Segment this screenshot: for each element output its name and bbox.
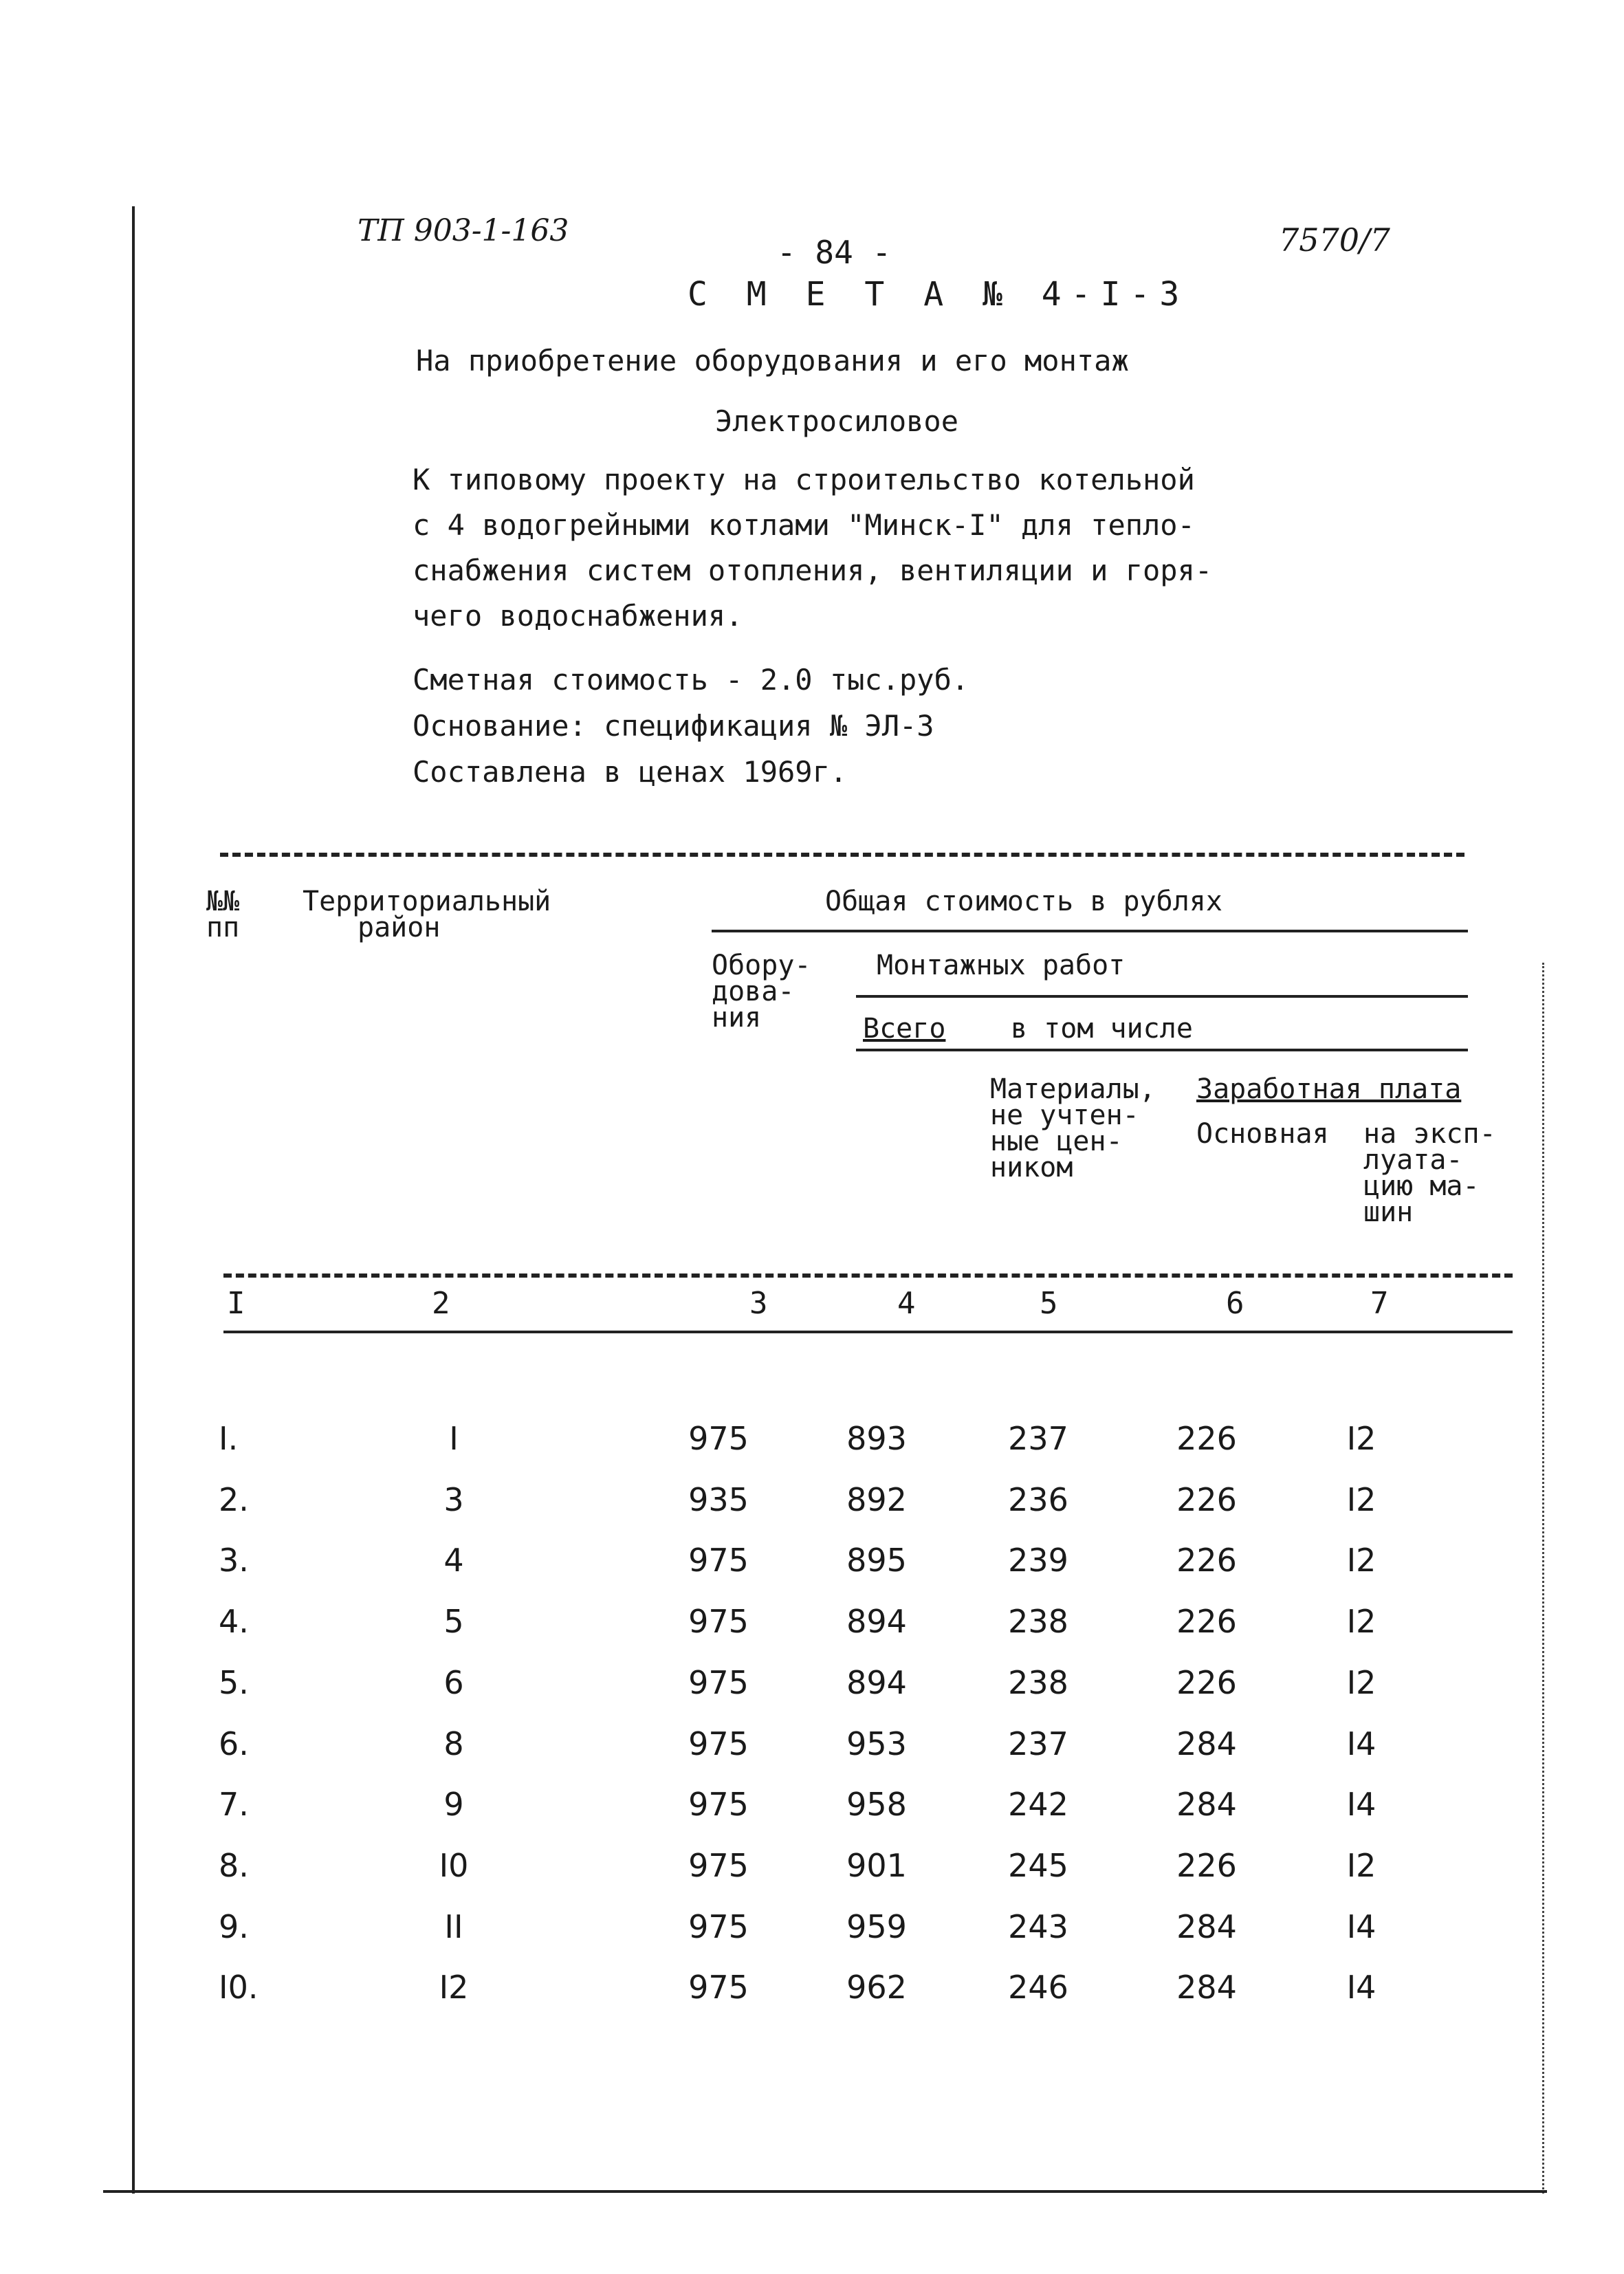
row-region: 4	[443, 1542, 464, 1579]
colnum-7: 7	[1370, 1286, 1389, 1321]
row-num: 6.	[219, 1725, 249, 1762]
header-materials: Материалы, не учтен- ные цен- ником	[990, 1073, 1156, 1183]
row-materials: 239	[1008, 1542, 1068, 1579]
header-installation: Монтажных работ	[877, 950, 1126, 981]
subtitle-purpose: На приобретение оборудования и его монтаж	[416, 344, 1129, 378]
row-materials: 236	[1008, 1481, 1068, 1518]
colnum-1: I	[227, 1286, 245, 1321]
description-line: чего водоснабжения.	[413, 599, 743, 633]
colnum-4: 4	[897, 1286, 916, 1321]
row-region: II	[444, 1908, 463, 1945]
header-total-cost: Общая стоимость в рублях	[825, 886, 1222, 917]
row-materials: 238	[1008, 1664, 1068, 1701]
row-materials: 237	[1008, 1725, 1068, 1762]
colnum-6: 6	[1226, 1286, 1244, 1321]
row-region: 9	[443, 1786, 464, 1823]
row-total: 895	[846, 1542, 907, 1579]
colnum-3: 3	[749, 1286, 768, 1321]
header-total: Всего	[863, 1013, 946, 1045]
left-margin-line	[132, 206, 135, 2194]
row-region: 8	[443, 1725, 464, 1762]
header-wages: Заработная плата	[1196, 1073, 1462, 1105]
row-wages-basic: 226	[1176, 1603, 1237, 1640]
header-region: Территориальный район	[303, 886, 551, 943]
row-region: 3	[443, 1481, 464, 1518]
colnum-2: 2	[432, 1286, 450, 1321]
header-wages-basic: Основная	[1196, 1118, 1329, 1150]
row-wages-machines: I4	[1346, 1969, 1376, 2006]
row-wages-basic: 284	[1176, 1908, 1237, 1945]
subtitle-section: Электросиловое	[715, 404, 959, 438]
row-region: I0	[439, 1847, 469, 1884]
table-header-rule	[223, 1273, 1513, 1278]
estimated-cost: Сметная стоимость - 2.0 тыс.руб.	[413, 663, 969, 697]
row-equipment: 975	[688, 1908, 749, 1945]
row-wages-basic: 226	[1176, 1420, 1237, 1457]
row-equipment: 975	[688, 1542, 749, 1579]
bottom-frame-line	[103, 2190, 1547, 2193]
estimate-meta	[413, 657, 969, 795]
row-wages-basic: 226	[1176, 1664, 1237, 1701]
row-total: 962	[846, 1969, 907, 2006]
row-wages-machines: I4	[1346, 1786, 1376, 1823]
row-equipment: 975	[688, 1664, 749, 1701]
table-top-rule	[220, 853, 1464, 857]
row-num: 2.	[219, 1481, 249, 1518]
row-total: 893	[846, 1420, 907, 1457]
rule-under-including	[856, 1049, 1468, 1051]
basis: Основание: спецификация № ЭЛ-3	[413, 709, 934, 743]
rule-under-total-cost	[712, 930, 1468, 932]
row-wages-machines: I4	[1346, 1908, 1376, 1945]
row-equipment: 935	[688, 1481, 749, 1518]
row-wages-machines: I2	[1346, 1542, 1376, 1579]
row-total: 892	[846, 1481, 907, 1518]
row-materials: 245	[1008, 1847, 1068, 1884]
row-wages-machines: I2	[1346, 1481, 1376, 1518]
row-equipment: 975	[688, 1603, 749, 1640]
row-region: 6	[443, 1664, 464, 1701]
row-equipment: 975	[688, 1725, 749, 1762]
row-total: 953	[846, 1725, 907, 1762]
row-num: 7.	[219, 1786, 249, 1823]
row-wages-basic: 284	[1176, 1725, 1237, 1762]
row-equipment: 975	[688, 1969, 749, 2006]
row-materials: 246	[1008, 1969, 1068, 2006]
row-num: 8.	[219, 1847, 249, 1884]
row-region: 5	[443, 1603, 464, 1640]
row-equipment: 975	[688, 1847, 749, 1884]
row-equipment: 975	[688, 1786, 749, 1823]
row-wages-machines: I2	[1346, 1664, 1376, 1701]
project-description	[413, 457, 1212, 639]
page-number: - 84 -	[777, 234, 892, 271]
row-num: 4.	[219, 1603, 249, 1640]
colnum-5: 5	[1040, 1286, 1058, 1321]
header-including: в том числе	[1011, 1013, 1193, 1045]
row-materials: 237	[1008, 1420, 1068, 1457]
row-materials: 238	[1008, 1603, 1068, 1640]
row-wages-basic: 226	[1176, 1481, 1237, 1518]
row-total: 894	[846, 1664, 907, 1701]
row-num: I0.	[219, 1969, 259, 2006]
row-wages-basic: 226	[1176, 1847, 1237, 1884]
row-wages-machines: I2	[1346, 1603, 1376, 1640]
row-wages-machines: I4	[1346, 1725, 1376, 1762]
row-num: 3.	[219, 1542, 249, 1579]
header-wages-machines: на эксп- луата- цию ма- шин	[1363, 1118, 1496, 1228]
row-num: I.	[219, 1420, 239, 1457]
row-region: I2	[439, 1969, 469, 2006]
row-total: 894	[846, 1603, 907, 1640]
row-materials: 243	[1008, 1908, 1068, 1945]
header-num: №№ пп	[206, 886, 240, 943]
description-line: с 4 водогрейными котлами "Минск-I" для тепло-	[413, 508, 1195, 542]
row-total: 959	[846, 1908, 907, 1945]
description-line: К типовому проекту на строительство котельной	[413, 463, 1195, 496]
row-total: 958	[846, 1786, 907, 1823]
row-wages-machines: I2	[1346, 1847, 1376, 1884]
row-total: 901	[846, 1847, 907, 1884]
document-title: С М Е Т А № 4-I-3	[688, 275, 1189, 314]
project-code: ТП 903-1-163	[358, 213, 569, 248]
right-margin-line	[1542, 963, 1544, 2194]
row-num: 9.	[219, 1908, 249, 1945]
row-equipment: 975	[688, 1420, 749, 1457]
description-line: снабжения систем отопления, вентиляции и горя-	[413, 554, 1213, 587]
row-region: I	[449, 1420, 459, 1457]
row-num: 5.	[219, 1664, 249, 1701]
archive-number: 7570/7	[1279, 221, 1390, 259]
row-wages-basic: 226	[1176, 1542, 1237, 1579]
rule-under-installation	[856, 995, 1468, 998]
row-wages-basic: 284	[1176, 1786, 1237, 1823]
price-level: Составлена в ценах 1969г.	[413, 755, 848, 789]
row-wages-basic: 284	[1176, 1969, 1237, 2006]
row-wages-machines: I2	[1346, 1420, 1376, 1457]
table-body-rule	[223, 1331, 1513, 1333]
header-equipment: Обору- дова- ния	[712, 950, 811, 1034]
row-materials: 242	[1008, 1786, 1068, 1823]
